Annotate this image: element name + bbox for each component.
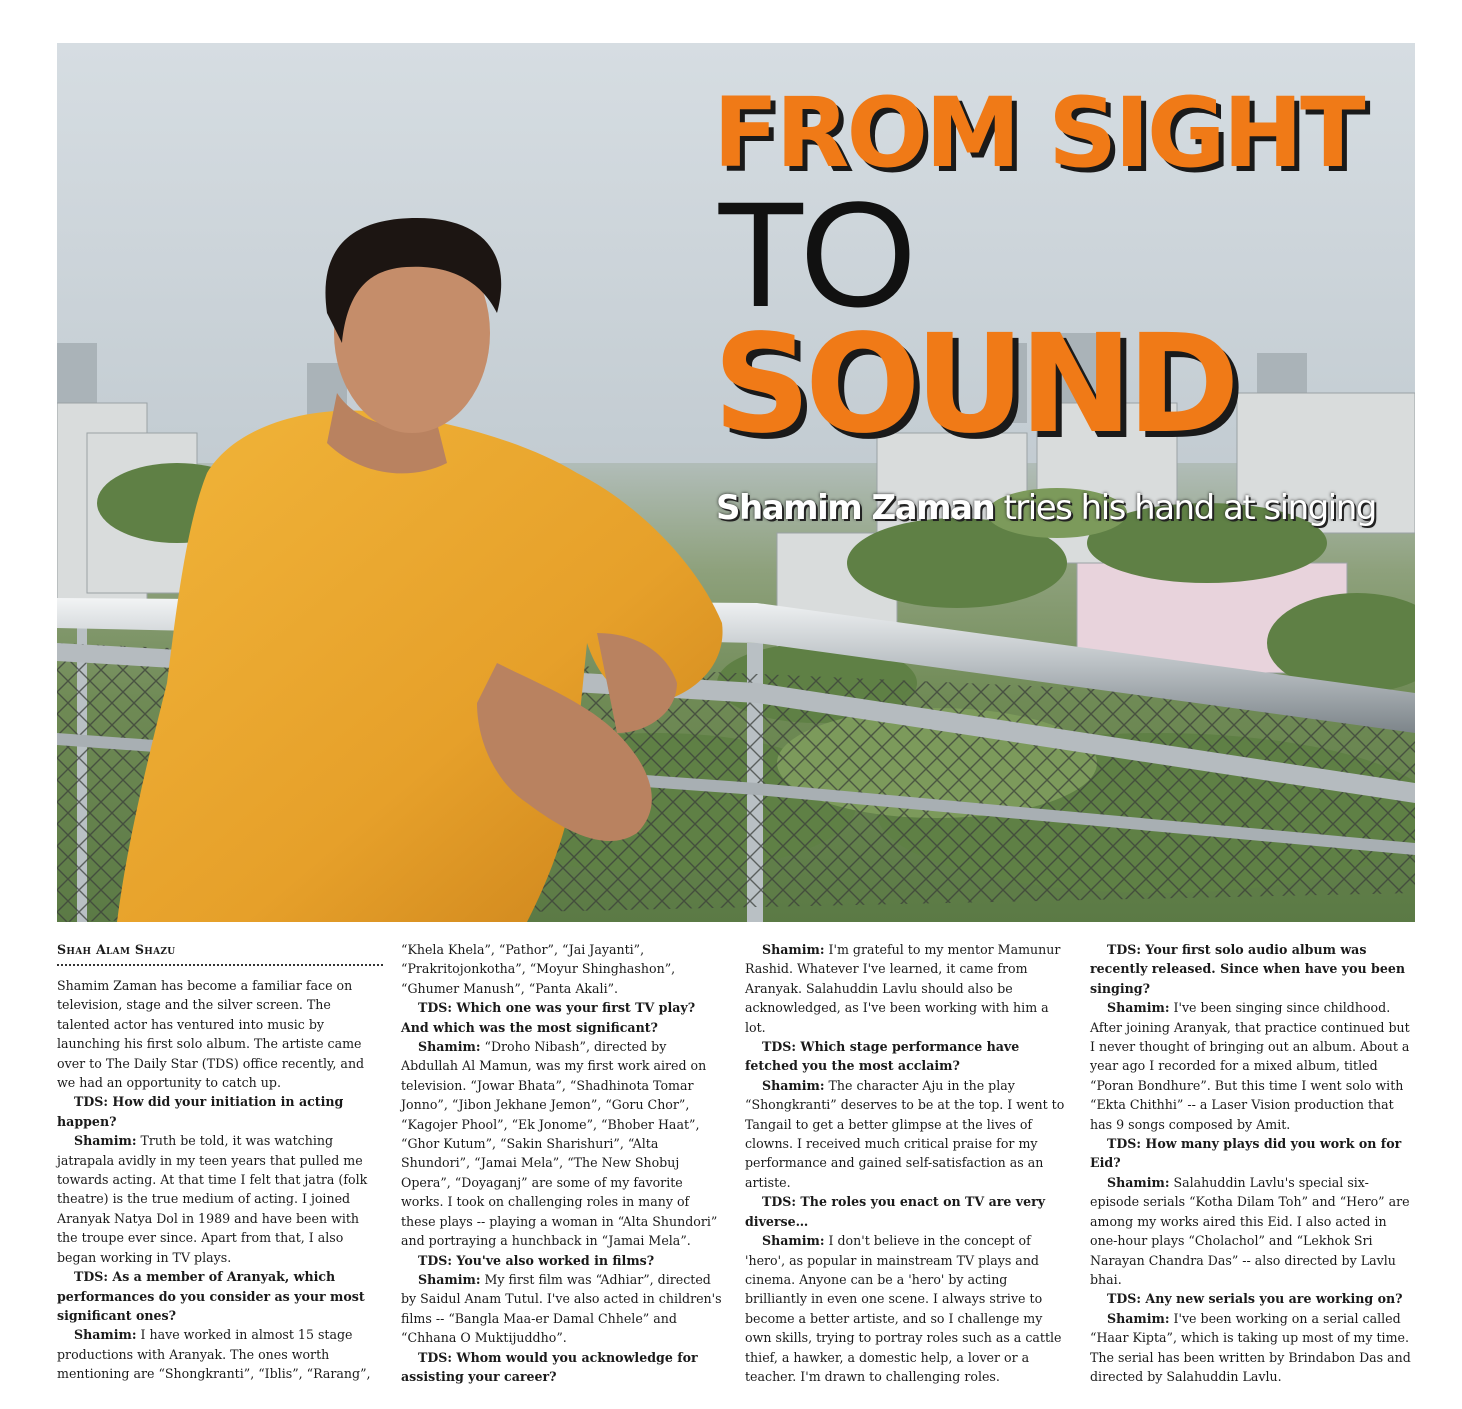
- speaker-label: Shamim:: [74, 1327, 137, 1343]
- byline: Shah Alam Shazu: [57, 942, 176, 957]
- subheadline: [716, 488, 1376, 528]
- speaker-label: Shamim:: [762, 1233, 825, 1249]
- answer-text: I've been singing since childhood. After joining Aranyak, that practice continued but I never thought of bringing out an album. About a year ago I recorded for a mixed album, titled “Poran Bondhure”. But this time I went solo with “Ekta Chithhi” -- a Laser Vision production that has 9 songs composed by Amit.: [1090, 1000, 1410, 1132]
- speaker-label: Shamim:: [762, 1077, 825, 1093]
- question-10: TDS: Any new serials you are working on?: [1107, 1291, 1403, 1307]
- answer-text: Truth be told, it was watching jatrapala avidly in my teen years that pulled me towards acting. At that time I felt that jatra (folk theatre) is the true medium of acting. I joined Aranyak Natya Dol in 1989 and have been with the troupe ever since. Apart from that, I also began working in TV plays.: [57, 1133, 368, 1265]
- article-column-4: [1090, 940, 1416, 1386]
- answer-3: [401, 1037, 727, 1250]
- speaker-label: Shamim:: [1107, 1000, 1170, 1016]
- question-7: TDS: The roles you enact on TV are very diverse…: [745, 1194, 1046, 1229]
- answer-2: [57, 1325, 383, 1383]
- speaker-label: Shamim:: [74, 1133, 137, 1149]
- speaker-label: Shamim:: [1107, 1174, 1170, 1190]
- question-8: TDS: Your first solo audio album was recently released. Since when have you been singing?: [1090, 942, 1405, 996]
- question-3: TDS: Which one was your first TV play? And which was the most significant?: [401, 1000, 696, 1035]
- question-9: TDS: How many plays did you work on for Eid?: [1090, 1136, 1402, 1171]
- answer-text: The character Aju in the play “Shongkranti” deserves to be at the top. I went to Tangail to get a better glimpse at the lives of clowns. I received much critical praise for my performance and gained self-satisfaction as an artiste.: [745, 1077, 1065, 1190]
- answer-text: I'm grateful to my mentor Mamunur Rashid. Whatever I've learned, it came from Aranyak. Salahuddin Lavlu should also be acknowledged, as I've been working with him a lot.: [745, 942, 1061, 1035]
- answer-5: [745, 940, 1071, 1037]
- answer-6: [745, 1076, 1071, 1192]
- answer-1: [57, 1131, 383, 1267]
- question-6: TDS: Which stage performance have fetched you the most acclaim?: [745, 1039, 1020, 1074]
- article-column-2: [401, 940, 727, 1386]
- answer-7: [745, 1231, 1071, 1386]
- byline-divider: [57, 964, 383, 966]
- answer-text: I've been working on a serial called “Haar Kipta”, which is taking up most of my time. The serial has been written by Brindabon Das and directed by Salahuddin Lavlu.: [1090, 1310, 1411, 1384]
- question-1: TDS: How did your initiation in acting happen?: [57, 1094, 344, 1129]
- subheadline-name: Shamim Zaman: [716, 488, 995, 528]
- question-5: TDS: Whom would you acknowledge for assisting your career?: [401, 1349, 698, 1384]
- question-2: TDS: As a member of Aranyak, which performances do you consider as your most significant ones?: [57, 1269, 365, 1323]
- speaker-label: Shamim:: [762, 942, 825, 957]
- headline-line-1: FROM SIGHT: [713, 77, 1363, 189]
- answer-text: My first film was “Adhiar”, directed by Saidul Anam Tutul. I've also acted in children's films -- “Bangla Maa-er Damal Chhele” and “Chhana O Muktijuddho”.: [401, 1271, 722, 1346]
- subheadline-rest: tries his hand at singing: [994, 488, 1376, 528]
- headline-line-2: TO: [715, 170, 913, 338]
- speaker-label: Shamim:: [418, 1039, 481, 1055]
- article-column-3: [745, 940, 1071, 1386]
- answer-8: [1090, 998, 1416, 1134]
- article-column-1: [57, 940, 383, 1384]
- answer-10: [1090, 1309, 1416, 1387]
- speaker-label: Shamim:: [1107, 1310, 1170, 1326]
- speaker-label: Shamim:: [418, 1271, 481, 1287]
- question-4: TDS: You've also worked in films?: [418, 1252, 655, 1268]
- answer-4: [401, 1270, 727, 1348]
- answer-text: “Droho Nibash”, directed by Abdullah Al Mamun, was my first work aired on television. “Jowar Bhata”, “Shadhinota Tomar Jonno”, “Jibon Jekhane Jemon”, “Goru Chor”, “Kagojer Phool”, “Ek Jonome”, “Bhober Haat”, “Ghor Kutum”, “Sakin Sharishuri”, “Alta Shundori”, “Jamai Mela”, “The New Shobuj Opera”, “Doyaganj” are some of my favorite works. I took on challenging roles in many of these plays -- playing a woman in “Alta Shundori” and portraying a hunchback in “Jamai Mela”.: [401, 1039, 718, 1249]
- answer-9: [1090, 1173, 1416, 1289]
- answer-text: I don't believe in the concept of 'hero', as popular in mainstream TV plays and cinema. Anyone can be a 'hero' by acting brilliantly in even one scene. I always strive to become a better artiste, and so I challenge my own skills, trying to portray roles such as a cattle thief, a hawker, a domestic help, a lover or a teacher. I'm drawn to challenging roles.: [745, 1233, 1062, 1384]
- headline-line-3: SOUND: [713, 306, 1234, 464]
- answer-text: I have worked in almost 15 stage productions with Aranyak. The ones worth mentioning are “Shongkranti”, “Iblis”, “Rarang”,: [57, 1327, 371, 1382]
- intro-paragraph: Shamim Zaman has become a familiar face on television, stage and the silver screen. The talented actor has ventured into music by launching his first solo album. The artiste came over to The Daily Star (TDS) office recently, and we had an opportunity to catch up.: [57, 978, 365, 1091]
- answer-text: Salahuddin Lavlu's special six-episode serials “Kotha Dilam Toh” and “Hero” are among my works aired this Eid. I also acted in one-hour plays “Cholachol” and “Lekhok Sri Narayan Chandra Das” -- also directed by Lavlu bhai.: [1090, 1174, 1410, 1287]
- answer-2-continued: “Khela Khela”, “Pathor”, “Jai Jayanti”, “Prakritojonkotha”, “Moyur Shinghashon”, “Ghumer Manush”, “Panta Akali”.: [401, 942, 676, 996]
